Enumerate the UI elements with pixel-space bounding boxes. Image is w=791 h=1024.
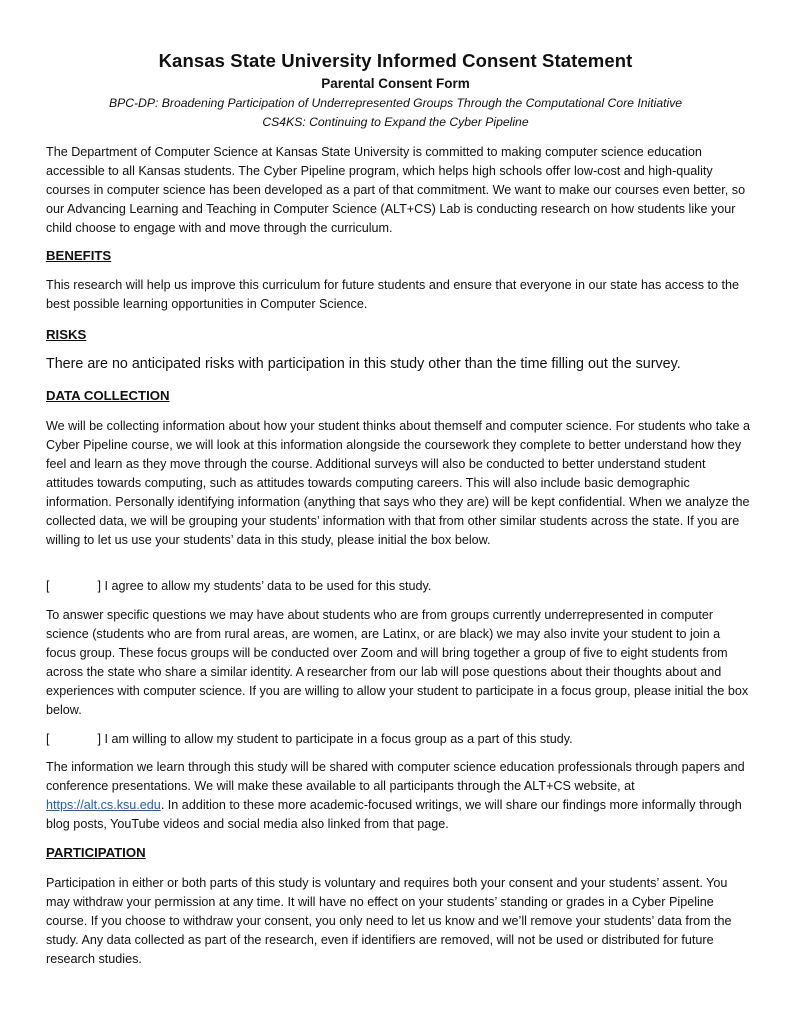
data-collection-paragraph-2: To answer specific questions we may have about students who are from groups currently underrepresented in computer science (students who are from rural areas, are women, are Latinx, or are black) we may also invite your student to join a focus group. These focus groups will be conducted over Zoom and will bring together a group of five to eight students from across the state who share a similar identity. A researcher from our lab will pose questions about their thoughts about and experiences with computer science. If you are willing to allow your student to participate in a focus group, please initial the box below. bbox=[46, 608, 749, 717]
data-consent-checkbox-row[interactable] bbox=[46, 577, 431, 596]
focus-group-checkbox-row[interactable] bbox=[46, 730, 573, 749]
project-line-1: BPC-DP: Broadening Participation of Underrepresented Groups Through the Computational Core Initiative bbox=[108, 96, 683, 110]
data-collection-paragraph-3 bbox=[46, 758, 752, 834]
project-line-2: CS4KS: Continuing to Expand the Cyber Pipeline bbox=[262, 115, 529, 129]
participation-heading: PARTICIPATION bbox=[46, 845, 146, 860]
alt-cs-website-link[interactable]: https://alt.cs.ksu.edu bbox=[46, 798, 161, 812]
data-collection-heading: DATA COLLECTION bbox=[46, 388, 170, 403]
risks-heading: RISKS bbox=[46, 327, 87, 342]
focus-group-box-open: [ bbox=[46, 732, 50, 746]
document-subtitle: Parental Consent Form bbox=[321, 76, 470, 91]
benefits-heading: BENEFITS bbox=[46, 248, 112, 263]
data-consent-box-open: [ bbox=[46, 579, 50, 593]
participation-paragraph: Participation in either or both parts of this study is voluntary and requires both your consent and your students’ assent. You may withdraw your permission at any time. It will have no effect on your students’ standing or grades in a Cyber Pipeline course. If you choose to withdraw your consent, you only need to let us know and we’ll remove your students’ data from the study. Any data collected as part of the research, even if identifiers are removed, will not be used or distributed for future research studies. bbox=[46, 876, 732, 966]
benefits-paragraph: This research will help us improve this curriculum for future students and ensure that everyone in our state has access to the best possible learning opportunities in Computer Science. bbox=[46, 278, 739, 311]
document-title: Kansas State University Informed Consent Statement bbox=[158, 50, 633, 71]
focus-group-label: ] I am willing to allow my student to participate in a focus group as a part of this study. bbox=[97, 732, 573, 746]
intro-paragraph: The Department of Computer Science at Kansas State University is committed to making computer science education accessible to all Kansas students. The Cyber Pipeline program, which helps high schools offer low-cost and high-quality courses in computer science has been developed as a part of that commitment. We want to make our courses even better, so our Advancing Learning and Teaching in Computer Science (ALT+CS) Lab is conducting research on how students like your child choose to engage with and move through the curriculum. bbox=[46, 145, 746, 235]
data-consent-label: ] I agree to allow my students’ data to be used for this study. bbox=[97, 579, 432, 593]
sharing-text-after: . In addition to these more academic-focused writings, we will share our findings more informally through blog posts, YouTube videos and social media also linked from that page. bbox=[46, 798, 742, 831]
sharing-text-before: The information we learn through this study will be shared with computer science education professionals through papers and conference presentations. We will make these available to all participants through the ALT+CS website, at bbox=[46, 760, 745, 793]
risks-paragraph: There are no anticipated risks with participation in this study other than the time filling out the survey. bbox=[46, 356, 681, 372]
data-collection-paragraph-1: We will be collecting information about how your student thinks about themself and computer science. For students who take a Cyber Pipeline course, we will look at this information alongside the coursework they complete to better understand how they feel and learn as they move through the course. Additional surveys will also be conducted to better understand student attitudes towards computing, such as attitudes towards computing careers. This will also include basic demographic information. Personally identifying information (anything that says who they are) will be kept confidential. When we analyze the collected data, we will be grouping your students’ information with that from other similar students across the state. If you are willing to let us use your students’ data in this study, please initial the box below. bbox=[46, 419, 750, 547]
